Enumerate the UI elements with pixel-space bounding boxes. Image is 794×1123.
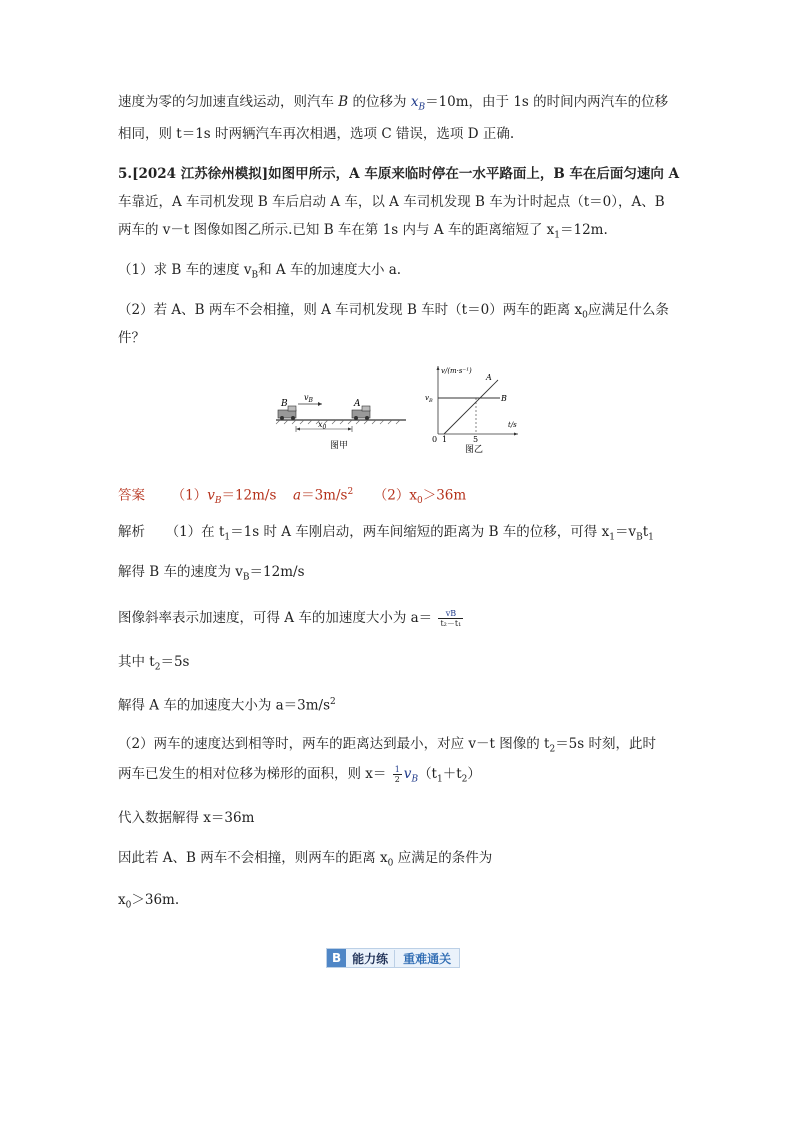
- text: ）: [467, 766, 481, 782]
- analysis-label: 解析: [118, 524, 145, 540]
- section-subtitle: 重难通关: [394, 950, 459, 967]
- analysis-line-2: [118, 562, 305, 588]
- analysis-line-6: [118, 734, 656, 760]
- question-5-sub-2b: 件？: [118, 330, 145, 346]
- text: 应满足的条件为: [393, 850, 493, 866]
- denominator: t₂－t₁: [440, 619, 462, 628]
- text: （2）两车的速度达到相等时，两车的距离达到最小，对应 v－t 图像的 t: [118, 736, 550, 752]
- figure-b-caption: 图乙: [465, 445, 484, 455]
- answer-line: [118, 482, 466, 511]
- text: B: [418, 102, 426, 113]
- text: x: [410, 94, 419, 110]
- paragraph-line-2: 相同，则 t＝1s 时两辆汽车再次相遇，选项 C 错误，选项 D 正确.: [118, 126, 515, 142]
- text: B: [251, 270, 259, 281]
- text: ＝5s: [160, 654, 190, 670]
- car-b-label: B: [281, 399, 288, 409]
- text: v: [403, 766, 412, 782]
- text: 因此若 A、B 两车不会相撞，则两车的距离 x: [118, 850, 388, 866]
- text: 0: [416, 496, 423, 507]
- section-letter: B: [327, 949, 346, 967]
- line-a: [444, 380, 498, 434]
- text: （2）若 A、B 两车不会相撞，则 A 车司机发现 B 车时（t＝0）两车的距离 x: [118, 302, 583, 318]
- fraction: [393, 765, 402, 784]
- numerator: vB: [438, 609, 463, 619]
- line-b-label: B: [501, 394, 507, 403]
- text: 的位移为: [348, 94, 411, 110]
- x-axis-label: t/s: [508, 421, 517, 429]
- text: B: [242, 572, 250, 583]
- question-5-sub-2a: [118, 300, 669, 326]
- analysis-line-1: [118, 522, 654, 548]
- text: ＞36m.: [131, 892, 180, 908]
- analysis-line-7: [118, 764, 481, 790]
- text: x: [118, 892, 126, 908]
- numerator: 1: [394, 765, 400, 774]
- analysis-line-8: 代入数据解得 x＝36m: [118, 810, 255, 826]
- distance-label: $x_0$: [318, 420, 327, 431]
- section-title: 能力练: [352, 951, 389, 966]
- text: 解得 A 车的加速度大小为 a＝3m/s: [118, 697, 331, 714]
- text: 其中 t: [118, 654, 155, 670]
- text: 1: [554, 230, 560, 241]
- analysis-line-10: [118, 890, 179, 916]
- figure-a: [272, 386, 412, 452]
- text: t: [642, 524, 649, 540]
- text: ＝12m/s: [221, 487, 277, 504]
- text: 和 A 车的加速度大小 a.: [258, 262, 402, 278]
- text: （1）在 t: [165, 524, 225, 540]
- text: ＝3m/s: [301, 487, 348, 504]
- text: 2: [347, 487, 354, 497]
- text: ＝5s 时刻，此时: [555, 736, 656, 752]
- figure-b: [424, 362, 524, 456]
- vb-tick-label: $v_B$: [425, 394, 433, 404]
- text: 0: [387, 858, 394, 869]
- text: 1: [224, 532, 231, 543]
- text: ＞36m: [422, 487, 467, 504]
- text: B: [338, 94, 349, 110]
- analysis-line-3: [118, 608, 465, 628]
- text: （1）: [171, 487, 208, 504]
- y-axis-label: v/(m·s⁻¹): [441, 367, 472, 375]
- text: ＝12m/s: [249, 564, 305, 580]
- text: a: [293, 487, 302, 504]
- question-5-line-3: [118, 220, 608, 246]
- text: 1: [437, 774, 443, 785]
- question-5-line-2: 车靠近，A 车司机发现 B 车后启动 A 车，以 A 车司机发现 B 车为计时起点（t＝0），A、B: [118, 194, 665, 210]
- text: 2: [330, 697, 336, 707]
- paragraph-line-1: [118, 92, 668, 118]
- question-5-line-1: 5.[2024 江苏徐州模拟]如图甲所示，A 车原来临时停在一水平路面上，B 车在后面匀速向 A: [118, 166, 680, 182]
- text: ＋t: [442, 766, 462, 782]
- text: 图像斜率表示加速度，可得 A 车的加速度大小为 a＝: [118, 610, 433, 626]
- text: （t: [418, 766, 437, 782]
- text: 2: [549, 744, 556, 755]
- car-a-label: A: [354, 399, 361, 409]
- text: 1: [648, 532, 654, 543]
- text: ＝v: [614, 524, 637, 540]
- text: 2: [154, 662, 161, 673]
- question-5-sub-1: [118, 260, 401, 286]
- text: 0: [582, 310, 588, 321]
- section-badge: [326, 948, 460, 968]
- analysis-line-4: [118, 652, 189, 678]
- text: 两车的 v－t 图像如图乙所示.已知 B 车在第 1s 内与 A 车的距离缩短了 x: [118, 222, 555, 238]
- line-a-label: A: [486, 373, 492, 382]
- velocity-label: $v_B$: [304, 393, 313, 404]
- text: 解得 B 车的速度为 v: [118, 564, 243, 580]
- answer-label: 答案: [118, 487, 145, 504]
- t5-tick-label: 5: [473, 435, 479, 444]
- denominator: 2: [394, 775, 400, 784]
- text: 2: [461, 774, 468, 785]
- text: 速度为零的匀加速直线运动，则汽车: [118, 94, 339, 110]
- origin-label: 0: [432, 435, 438, 444]
- text: v: [207, 487, 215, 504]
- t1-tick-label: 1: [442, 435, 448, 444]
- fraction: [438, 609, 463, 628]
- text: 0: [125, 900, 132, 911]
- analysis-line-5: [118, 692, 336, 716]
- text: （1）求 B 车的速度 v: [118, 262, 252, 278]
- text: ＝10m，由于 1s 的时间内两汽车的位移: [425, 94, 669, 110]
- analysis-line-9: [118, 848, 492, 874]
- text: 1: [609, 532, 615, 543]
- figure-a-caption: 图甲: [330, 441, 349, 451]
- text: B: [636, 532, 643, 543]
- text: （2）x: [373, 487, 417, 504]
- text: 两车已发生的相对位移为梯形的面积，则 x＝: [118, 766, 387, 782]
- text: ＝1s 时 A 车刚启动，两车间缩短的距离为 B 车的位移，可得 x: [230, 524, 610, 540]
- text: ＝12m.: [560, 222, 608, 238]
- text: 应满足什么条: [587, 302, 669, 318]
- text: B: [214, 496, 222, 507]
- text: B: [411, 774, 419, 785]
